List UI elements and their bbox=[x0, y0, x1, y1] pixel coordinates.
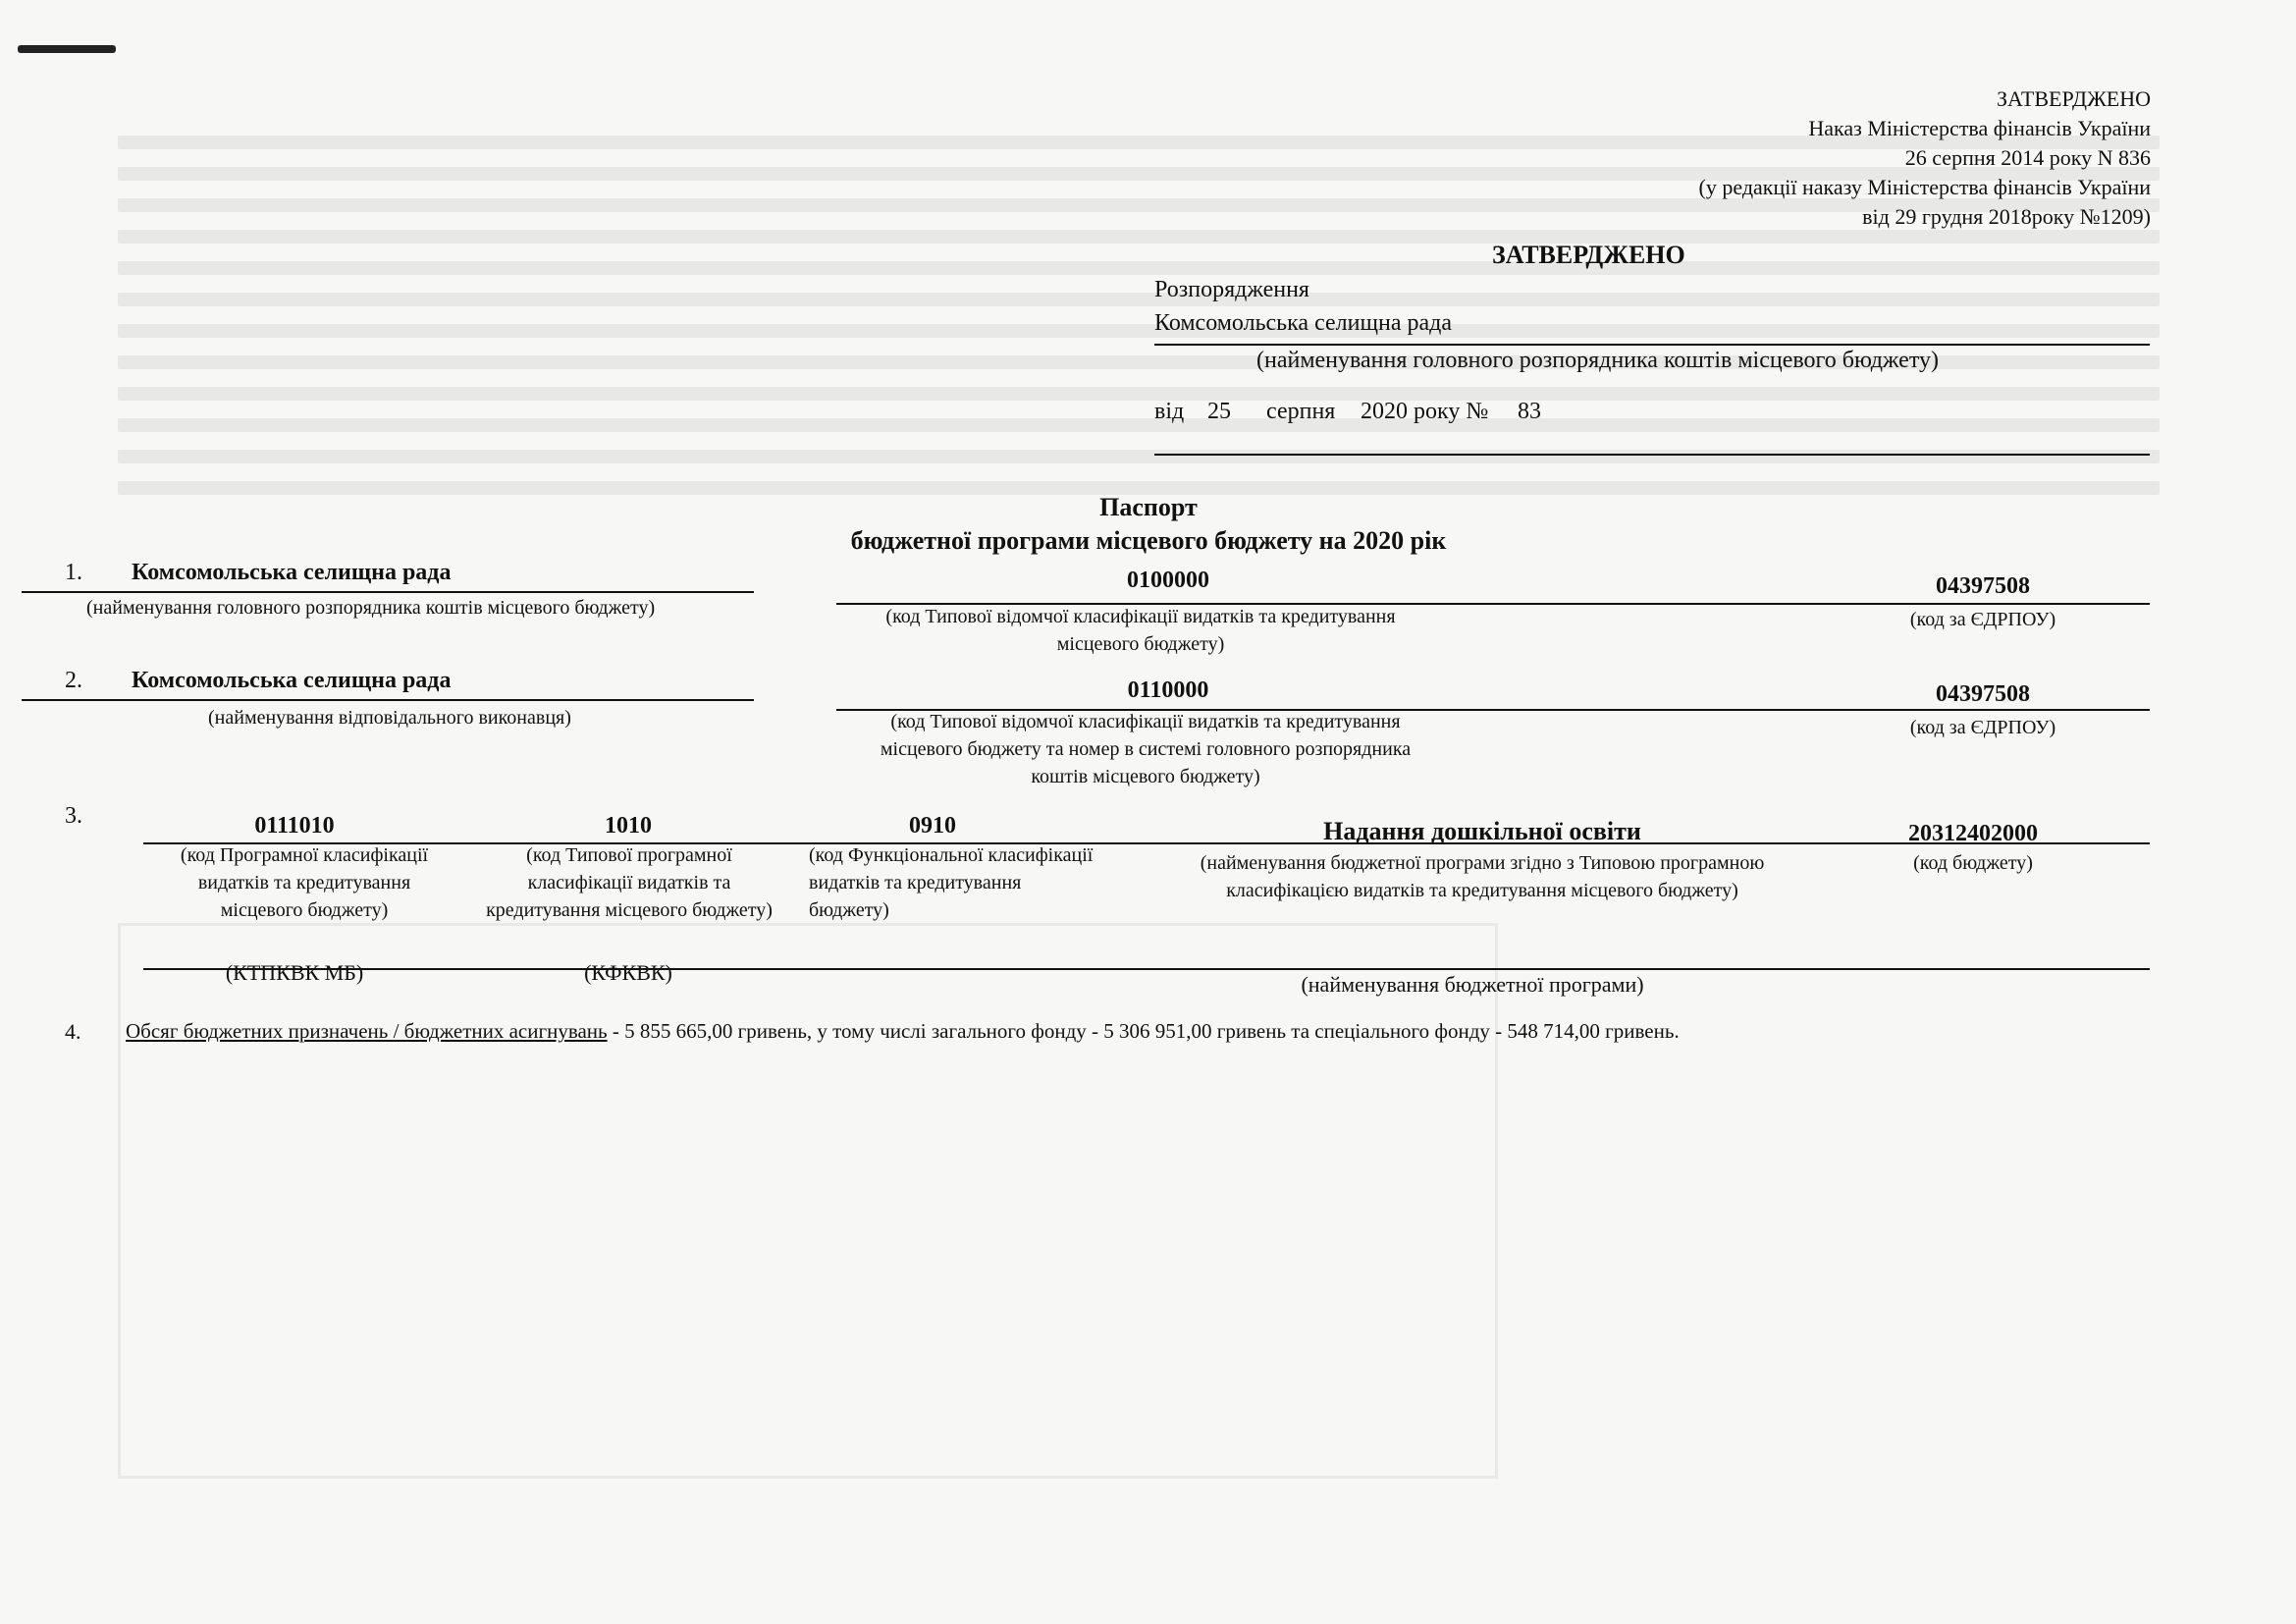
kpkvk-caption: місцевого бюджету) bbox=[220, 899, 389, 921]
underline bbox=[143, 968, 2150, 970]
executor-caption: (найменування відповідального виконавця) bbox=[208, 707, 571, 729]
executor-code: 0110000 bbox=[1127, 677, 1209, 703]
main-manager-edrpou: 04397508 bbox=[1936, 573, 2030, 599]
program-name: Надання дошкільної освіти bbox=[1323, 817, 1641, 845]
fkvk-code: 0910 bbox=[909, 813, 956, 839]
program-caption: (найменування бюджетної програми згідно з Типовою програмною bbox=[1200, 852, 1765, 874]
item-number: 2. bbox=[65, 668, 82, 693]
tpkvk-caption: кредитування місцевого бюджету) bbox=[486, 899, 773, 921]
edrpou-caption: (код за ЄДРПОУ) bbox=[1909, 609, 2056, 630]
order-number: 83 bbox=[1518, 399, 1541, 424]
fkvk-caption: (код Функціональної класифікації bbox=[809, 844, 1094, 866]
kpkvk-short-caption: (КТПКВК МБ) bbox=[225, 960, 364, 985]
passport-subtitle: бюджетної програми місцевого бюджету на 2020 рік bbox=[850, 526, 1447, 555]
order-date-prefix: від bbox=[1154, 399, 1185, 424]
item-number: 1. bbox=[65, 560, 82, 585]
approval-stamp-line: (у редакції наказу Міністерства фінансів України bbox=[1698, 175, 2151, 199]
item-number: 4. bbox=[65, 1019, 81, 1044]
underline bbox=[1154, 454, 2150, 456]
executor-name: Комсомольська селищна рада bbox=[132, 668, 452, 693]
order-month: серпня bbox=[1266, 399, 1336, 424]
item-number: 3. bbox=[65, 803, 82, 829]
scan-artifact bbox=[18, 45, 116, 53]
edrpou-caption: (код за ЄДРПОУ) bbox=[1909, 717, 2056, 738]
approving-org-caption: (найменування головного розпорядника коштів місцевого бюджету) bbox=[1256, 348, 1939, 373]
underline bbox=[22, 591, 754, 593]
main-manager-code-caption: (код Типової відомчої класифікації видатків та кредитування місцевого бюджету) bbox=[885, 606, 1396, 655]
underline bbox=[1154, 344, 2150, 346]
approval-stamp-line: 26 серпня 2014 року N 836 bbox=[1904, 145, 2151, 170]
kpkvk-caption: видатків та кредитування bbox=[197, 872, 411, 893]
order-day: 25 bbox=[1207, 399, 1231, 424]
order-year: 2020 року № bbox=[1361, 399, 1489, 424]
tpkvk-short-caption: (КФКВК) bbox=[584, 960, 672, 985]
kpkvk-code: 0111010 bbox=[254, 813, 335, 839]
executor-edrpou: 04397508 bbox=[1936, 681, 2030, 707]
kpkvk-caption: (код Програмної класифікації bbox=[180, 844, 429, 866]
budget-volume-label: Обсяг бюджетних призначень / бюджетних асигнувань bbox=[126, 1019, 608, 1043]
budget-code: 20312402000 bbox=[1908, 821, 2038, 846]
fkvk-caption: видатків та кредитування bbox=[809, 872, 1022, 893]
approval-stamp-line: Наказ Міністерства фінансів України bbox=[1808, 116, 2151, 140]
tpkvk-caption: класифікації видатків та bbox=[527, 872, 731, 893]
fkvk-caption: бюджету) bbox=[809, 899, 889, 921]
approved-title: ЗАТВЕРДЖЕНО bbox=[1492, 241, 1685, 269]
main-manager-name: Комсомольська селищна рада bbox=[132, 560, 452, 585]
order-word: Розпорядження bbox=[1154, 277, 1309, 302]
underline bbox=[22, 699, 754, 701]
executor-code-caption: (код Типової відомчої класифікації видатків та кредитування bbox=[890, 711, 1401, 732]
program-caption: класифікацією видатків та кредитування місцевого бюджету) bbox=[1226, 880, 1738, 901]
budget-code-caption: (код бюджету) bbox=[1913, 852, 2033, 874]
executor-code-caption: коштів місцевого бюджету) bbox=[1031, 766, 1260, 787]
budget-volume-text: - 5 855 665,00 гривень, у тому числі загального фонду - 5 306 951,00 гривень та спеціального фонду - 548 714,00 гривень. bbox=[607, 1019, 1680, 1043]
approval-stamp-title: ЗАТВЕРДЖЕНО bbox=[1996, 86, 2151, 111]
main-manager-caption: (найменування головного розпорядника коштів місцевого бюджету) bbox=[86, 597, 656, 619]
approval-stamp-line: від 29 грудня 2018року №1209) bbox=[1862, 204, 2151, 229]
program-short-caption: (найменування бюджетної програми) bbox=[1301, 972, 1644, 997]
budget-volume-line bbox=[126, 1019, 1680, 1044]
passport-title: Паспорт bbox=[1099, 493, 1198, 521]
main-manager-code: 0100000 bbox=[1127, 568, 1209, 593]
approving-org: Комсомольська селищна рада bbox=[1154, 310, 1452, 336]
tpkvk-code: 1010 bbox=[605, 813, 652, 839]
executor-code-caption: місцевого бюджету та номер в системі головного розпорядника bbox=[880, 738, 1412, 760]
tpkvk-caption: (код Типової програмної bbox=[526, 844, 732, 866]
